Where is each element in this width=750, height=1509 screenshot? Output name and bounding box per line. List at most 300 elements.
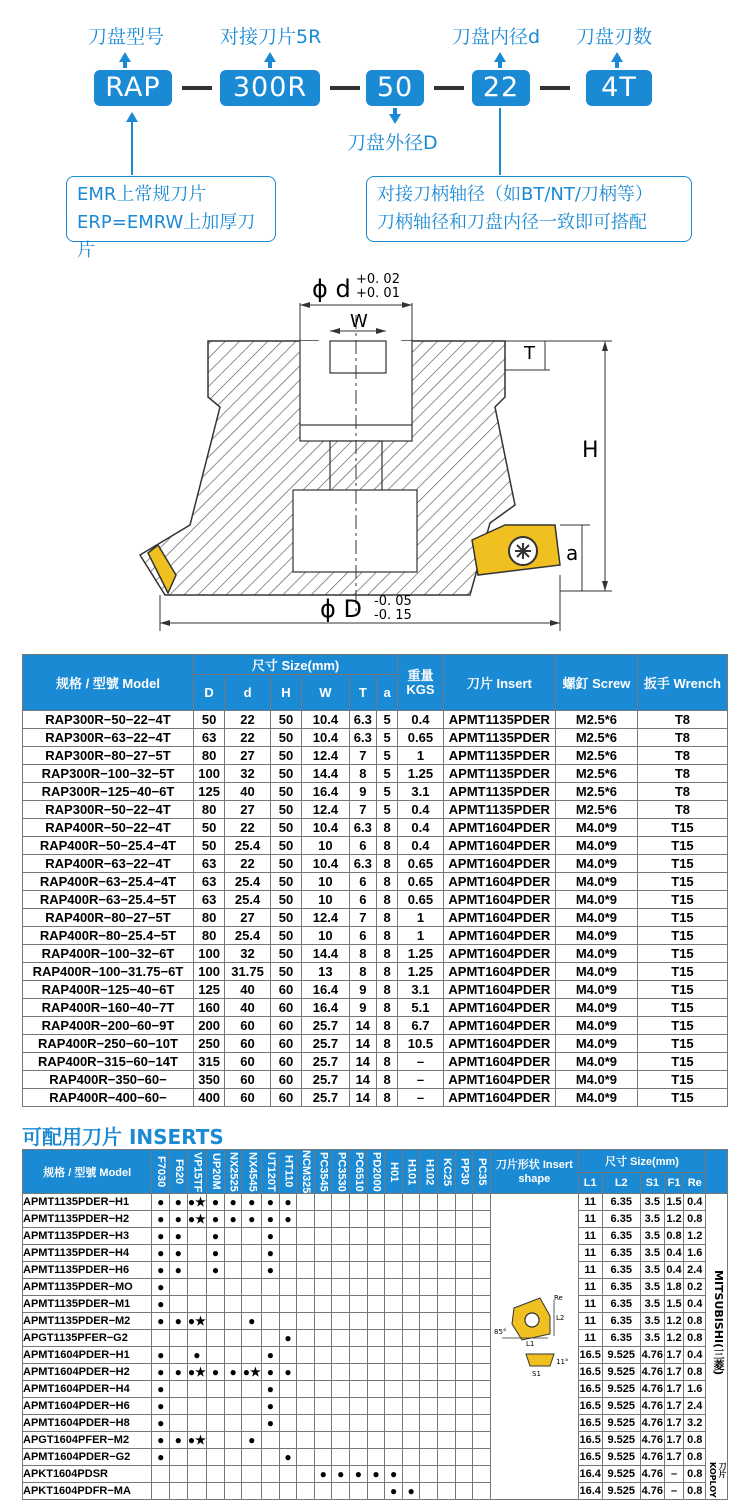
spec-cell: M2.5*6 <box>555 747 637 765</box>
spec-cell: 63 <box>193 729 224 747</box>
spec-cell: 8 <box>349 765 376 783</box>
insert-size-L1: 16.5 <box>578 1381 602 1398</box>
spec-cell: 350 <box>193 1071 224 1089</box>
grade-mark <box>350 1313 368 1330</box>
spec-cell: RAP400R−350−60− <box>23 1071 194 1089</box>
grade-mark <box>314 1313 332 1330</box>
grade-mark <box>242 1279 262 1296</box>
insert-size-S1: 4.76 <box>640 1449 664 1466</box>
spec-cell: RAP300R−63−22−4T <box>23 729 194 747</box>
grade-mark: ● <box>152 1245 170 1262</box>
label-teeth: 刀盘刃数 <box>576 26 653 48</box>
insert-size-Re: 2.4 <box>684 1398 706 1415</box>
insert-model: APMT1604PDER−H8 <box>23 1415 152 1432</box>
grade-mark: ● <box>152 1381 170 1398</box>
spec-cell: 400 <box>193 1089 224 1107</box>
grade-mark <box>473 1313 491 1330</box>
spec-row <box>23 819 728 837</box>
insert-row <box>23 1330 728 1347</box>
grade-mark: ● <box>152 1415 170 1432</box>
spec-cell: RAP400R−250−60−10T <box>23 1035 194 1053</box>
insert-size-S1: 4.76 <box>640 1415 664 1432</box>
grade-mark: ● <box>262 1262 280 1279</box>
grade-mark <box>473 1262 491 1279</box>
spec-cell: 60 <box>270 1017 301 1035</box>
grade-header: F620 <box>169 1150 187 1194</box>
grade-mark <box>438 1398 456 1415</box>
insert-size-Re: 0.8 <box>684 1211 706 1228</box>
spec-cell: M4.0*9 <box>555 927 637 945</box>
grade-mark <box>473 1330 491 1347</box>
spec-cell: 5 <box>376 783 397 801</box>
grade-mark <box>438 1279 456 1296</box>
spec-row <box>23 855 728 873</box>
spec-cell: 5.1 <box>398 999 444 1017</box>
spec-cell: 63 <box>193 855 224 873</box>
grade-mark <box>187 1228 207 1245</box>
grade-mark: ● <box>152 1194 170 1211</box>
spec-cell: 12.4 <box>302 801 350 819</box>
spec-cell: APMT1604PDER <box>443 1017 555 1035</box>
spec-cell: M2.5*6 <box>555 765 637 783</box>
grade-mark: ●★ <box>242 1365 261 1380</box>
spec-cell: T15 <box>637 1017 727 1035</box>
insert-row <box>23 1364 728 1381</box>
spec-cell: RAP300R−80−27−5T <box>23 747 194 765</box>
grade-mark <box>297 1347 315 1364</box>
spec-cell: T15 <box>637 963 727 981</box>
spec-cell: RAP300R−50−22−4T <box>23 801 194 819</box>
spec-cell: RAP400R−80−27−5T <box>23 909 194 927</box>
grade-mark <box>242 1296 262 1313</box>
grade-mark <box>152 1330 170 1347</box>
grade-header: VP15TF <box>187 1150 207 1194</box>
grade-mark <box>207 1347 225 1364</box>
spec-cell: 60 <box>270 1053 301 1071</box>
grade-mark <box>473 1415 491 1432</box>
spec-cell: 8 <box>376 819 397 837</box>
grade-mark <box>279 1228 297 1245</box>
header-H: H <box>270 675 301 711</box>
spec-cell: 5 <box>376 711 397 729</box>
spec-cell: 6.3 <box>349 711 376 729</box>
spec-cell: 6 <box>349 873 376 891</box>
spec-cell: M4.0*9 <box>555 999 637 1017</box>
spec-cell: T15 <box>637 873 727 891</box>
grade-mark <box>473 1228 491 1245</box>
insert-row <box>23 1432 728 1449</box>
insert-size-S1: 3.5 <box>640 1313 664 1330</box>
insert-size-L1: 11 <box>578 1313 602 1330</box>
insert-size-L2: 6.35 <box>602 1296 640 1313</box>
insert-row <box>23 1347 728 1364</box>
grade-mark <box>262 1296 280 1313</box>
insert-model: APMT1135PDER−H2 <box>23 1211 152 1228</box>
spec-cell: 27 <box>225 747 271 765</box>
grade-mark <box>402 1262 420 1279</box>
spec-row <box>23 927 728 945</box>
grade-mark <box>187 1296 207 1313</box>
spec-cell: 10.4 <box>302 855 350 873</box>
spec-row <box>23 873 728 891</box>
grade-mark <box>438 1432 456 1449</box>
spec-cell: 50 <box>270 945 301 963</box>
grade-mark <box>385 1262 403 1279</box>
spec-cell: APMT1604PDER <box>443 891 555 909</box>
ins-header-S1: S1 <box>640 1172 664 1194</box>
grade-mark <box>314 1415 332 1432</box>
spec-cell: M2.5*6 <box>555 801 637 819</box>
callout-line: ERP=EMRW上加厚刀片 <box>77 212 256 261</box>
grade-header: UT120T <box>262 1150 280 1194</box>
insert-size-L2: 6.35 <box>602 1313 640 1330</box>
D-dimension-label: ϕ D <box>320 595 362 623</box>
spec-cell: 8 <box>349 945 376 963</box>
grade-mark <box>297 1483 315 1500</box>
spec-cell: 16.4 <box>302 981 350 999</box>
spec-cell: 12.4 <box>302 909 350 927</box>
grade-mark <box>473 1347 491 1364</box>
grade-mark <box>402 1245 420 1262</box>
grade-mark <box>332 1279 350 1296</box>
insert-size-Re: 3.2 <box>684 1415 706 1432</box>
spec-cell: M4.0*9 <box>555 873 637 891</box>
spec-cell: 13 <box>302 963 350 981</box>
grade-mark <box>314 1228 332 1245</box>
insert-size-L2: 9.525 <box>602 1364 640 1381</box>
insert-size-Re: 0.8 <box>684 1466 706 1483</box>
grade-mark <box>385 1296 403 1313</box>
grade-mark <box>262 1432 280 1449</box>
grade-mark <box>455 1398 473 1415</box>
insert-model: APKT1604PDFR−MA <box>23 1483 152 1500</box>
ins-header-L1: L1 <box>578 1172 602 1194</box>
header-weight: 重量 KGS <box>398 655 444 711</box>
D-tolerance-bottom: -0. 15 <box>374 608 412 623</box>
grade-mark: ● <box>279 1449 297 1466</box>
spec-cell: M4.0*9 <box>555 909 637 927</box>
spec-cell: RAP300R−50−22−4T <box>23 711 194 729</box>
spec-cell: 22 <box>225 729 271 747</box>
grade-mark <box>332 1381 350 1398</box>
grade-mark <box>297 1228 315 1245</box>
insert-model: APMT1604PDER−H4 <box>23 1381 152 1398</box>
insert-size-S1: 3.5 <box>640 1194 664 1211</box>
spec-cell: 5 <box>376 747 397 765</box>
grade-mark <box>187 1262 207 1279</box>
spec-cell: T15 <box>637 1053 727 1071</box>
grade-mark <box>297 1330 315 1347</box>
grade-mark <box>455 1194 473 1211</box>
spec-cell: T15 <box>637 945 727 963</box>
grade-mark: ● <box>385 1483 403 1500</box>
header-a: a <box>376 675 397 711</box>
grade-mark <box>385 1313 403 1330</box>
insert-model: APMT1135PDER−H3 <box>23 1228 152 1245</box>
insert-size-L1: 11 <box>578 1228 602 1245</box>
spec-row <box>23 1089 728 1107</box>
grade-mark <box>350 1381 368 1398</box>
spec-cell: RAP300R−125−40−6T <box>23 783 194 801</box>
spec-cell: 1 <box>398 909 444 927</box>
spec-cell: APMT1604PDER <box>443 1089 555 1107</box>
spec-cell: 5 <box>376 801 397 819</box>
spec-cell: M4.0*9 <box>555 981 637 999</box>
grade-mark: ● <box>207 1245 225 1262</box>
insert-size-F1: 1.2 <box>664 1313 684 1330</box>
grade-mark: ● <box>152 1279 170 1296</box>
grade-mark <box>438 1466 456 1483</box>
spec-cell: 1 <box>398 747 444 765</box>
spec-cell: – <box>398 1071 444 1089</box>
spec-cell: 200 <box>193 1017 224 1035</box>
label-outer-diameter: 刀盘外径D <box>347 132 438 154</box>
grade-mark: ● <box>207 1262 225 1279</box>
insert-size-L2: 6.35 <box>602 1330 640 1347</box>
spec-cell: 50 <box>270 711 301 729</box>
insert-size-L1: 11 <box>578 1279 602 1296</box>
spec-cell: 63 <box>193 873 224 891</box>
grade-mark <box>385 1398 403 1415</box>
grade-mark <box>224 1330 242 1347</box>
spec-cell: 9 <box>349 783 376 801</box>
grade-mark: ● <box>262 1347 280 1364</box>
code-segment-inner: 22 <box>472 70 530 106</box>
grade-mark <box>420 1449 438 1466</box>
grade-mark <box>350 1194 368 1211</box>
spec-row <box>23 891 728 909</box>
header-size: 尺寸 Size(mm) <box>193 655 397 675</box>
spec-cell: 50 <box>270 819 301 837</box>
spec-row <box>23 1071 728 1089</box>
grade-mark: ● <box>152 1432 170 1449</box>
grade-mark <box>385 1228 403 1245</box>
insert-row <box>23 1449 728 1466</box>
grade-mark <box>367 1381 385 1398</box>
spec-cell: APMT1604PDER <box>443 927 555 945</box>
grade-header: PC6510 <box>350 1150 368 1194</box>
insert-size-L2: 6.35 <box>602 1279 640 1296</box>
spec-cell: 60 <box>270 1089 301 1107</box>
arrow-up-icon <box>264 52 276 62</box>
insert-model: APMT1135PDER−H1 <box>23 1194 152 1211</box>
spec-cell: RAP400R−100−32−6T <box>23 945 194 963</box>
spec-cell: 8 <box>376 945 397 963</box>
insert-size-F1: 1.7 <box>664 1347 684 1364</box>
grade-mark <box>297 1313 315 1330</box>
grade-mark <box>314 1330 332 1347</box>
grade-mark <box>279 1313 297 1330</box>
spec-cell: APMT1135PDER <box>443 765 555 783</box>
header-T: T <box>349 675 376 711</box>
spec-cell: APMT1604PDER <box>443 999 555 1017</box>
grade-mark <box>332 1415 350 1432</box>
grade-mark <box>332 1245 350 1262</box>
grade-mark <box>224 1347 242 1364</box>
insert-size-F1: 1.7 <box>664 1398 684 1415</box>
spec-cell: 14 <box>349 1089 376 1107</box>
grade-mark <box>279 1415 297 1432</box>
grade-header: NCM325 <box>297 1150 315 1194</box>
grade-mark <box>420 1296 438 1313</box>
grade-mark <box>207 1415 225 1432</box>
ins-header-model: 规格 / 型號 Model <box>23 1150 152 1194</box>
grade-mark: ● <box>224 1194 242 1211</box>
grade-mark <box>420 1483 438 1500</box>
grade-mark <box>279 1296 297 1313</box>
insert-row <box>23 1262 728 1279</box>
spec-cell: APMT1135PDER <box>443 747 555 765</box>
grade-mark <box>332 1432 350 1449</box>
insert-size-L2: 6.35 <box>602 1245 640 1262</box>
shape-label-s1: S1 <box>532 1370 541 1378</box>
header-model: 规格 / 型號 Model <box>23 655 194 711</box>
spec-cell: 25.4 <box>225 873 271 891</box>
spec-cell: 22 <box>225 711 271 729</box>
grade-mark: ● <box>262 1245 280 1262</box>
insert-row <box>23 1415 728 1432</box>
spec-cell: T15 <box>637 1035 727 1053</box>
spec-cell: RAP400R−400−60− <box>23 1089 194 1107</box>
spec-cell: M4.0*9 <box>555 945 637 963</box>
spec-cell: 22 <box>225 855 271 873</box>
spec-cell: M4.0*9 <box>555 1035 637 1053</box>
spec-cell: 14 <box>349 1035 376 1053</box>
grade-mark <box>207 1449 225 1466</box>
code-segment-insert: 300R <box>220 70 320 106</box>
grade-mark <box>297 1449 315 1466</box>
grade-mark <box>350 1211 368 1228</box>
insert-size-L1: 11 <box>578 1245 602 1262</box>
grade-mark <box>455 1381 473 1398</box>
insert-model: APMT1604PDER−H2 <box>23 1364 152 1381</box>
spec-cell: 25.4 <box>225 837 271 855</box>
spec-cell: 50 <box>270 891 301 909</box>
insert-row <box>23 1279 728 1296</box>
spec-row <box>23 783 728 801</box>
inserts-title: 可配用刀片 INSERTS <box>22 1125 224 1149</box>
grade-mark <box>169 1449 187 1466</box>
spec-cell: 5 <box>376 729 397 747</box>
grade-mark <box>207 1330 225 1347</box>
spec-cell: T15 <box>637 837 727 855</box>
spec-cell: 7 <box>349 801 376 819</box>
insert-size-L1: 11 <box>578 1211 602 1228</box>
spec-cell: 5 <box>376 765 397 783</box>
grade-header: PC3530 <box>332 1150 350 1194</box>
grade-mark <box>224 1296 242 1313</box>
grade-mark <box>455 1449 473 1466</box>
insert-size-F1: – <box>664 1483 684 1500</box>
grade-mark <box>314 1296 332 1313</box>
grade-mark <box>402 1330 420 1347</box>
ins-header-L2: L2 <box>602 1172 640 1194</box>
insert-size-L2: 9.525 <box>602 1381 640 1398</box>
grade-mark <box>420 1194 438 1211</box>
spec-cell: M4.0*9 <box>555 1053 637 1071</box>
spec-cell: 60 <box>225 1089 271 1107</box>
arrow-up-icon <box>494 52 506 62</box>
grade-header: PC3545 <box>314 1150 332 1194</box>
grade-mark <box>314 1398 332 1415</box>
spec-row <box>23 1053 728 1071</box>
spec-cell: 10.5 <box>398 1035 444 1053</box>
grade-mark <box>473 1296 491 1313</box>
ins-header-size: 尺寸 Size(mm) <box>578 1150 705 1173</box>
spec-cell: 8 <box>376 1071 397 1089</box>
grade-mark <box>262 1483 280 1500</box>
insert-size-L1: 16.5 <box>578 1415 602 1432</box>
spec-row <box>23 1035 728 1053</box>
grade-mark <box>402 1449 420 1466</box>
grade-mark <box>385 1364 403 1381</box>
insert-size-L1: 16.4 <box>578 1483 602 1500</box>
code-segment-outer: 50 <box>366 70 424 106</box>
spec-cell: T15 <box>637 909 727 927</box>
ins-header-F1: F1 <box>664 1172 684 1194</box>
code-dash <box>182 86 212 90</box>
spec-cell: 8 <box>376 1089 397 1107</box>
spec-cell: RAP400R−63−25.4−5T <box>23 891 194 909</box>
grade-mark <box>332 1194 350 1211</box>
grade-mark: ● <box>169 1262 187 1279</box>
grade-mark <box>455 1415 473 1432</box>
spec-cell: APMT1135PDER <box>443 783 555 801</box>
spec-cell: 25.7 <box>302 1053 350 1071</box>
spec-cell: 10 <box>302 837 350 855</box>
grade-mark <box>224 1262 242 1279</box>
spec-cell: 7 <box>349 909 376 927</box>
insert-model: APKT1604PDSR <box>23 1466 152 1483</box>
grade-mark <box>473 1245 491 1262</box>
grade-mark <box>297 1432 315 1449</box>
grade-mark <box>367 1211 385 1228</box>
spec-cell: 50 <box>270 747 301 765</box>
insert-size-L2: 9.525 <box>602 1347 640 1364</box>
grade-mark <box>385 1381 403 1398</box>
grade-mark: ● <box>367 1466 385 1483</box>
spec-cell: 60 <box>270 999 301 1017</box>
insert-size-L2: 9.525 <box>602 1449 640 1466</box>
cutter-drawing <box>0 255 750 645</box>
grade-mark <box>242 1381 262 1398</box>
grade-mark <box>279 1466 297 1483</box>
grade-mark <box>402 1194 420 1211</box>
grade-mark: ● <box>332 1466 350 1483</box>
grade-mark <box>367 1347 385 1364</box>
spec-cell: RAP300R−100−32−5T <box>23 765 194 783</box>
insert-size-L2: 9.525 <box>602 1415 640 1432</box>
grade-mark <box>385 1449 403 1466</box>
grade-mark <box>279 1347 297 1364</box>
grade-mark <box>367 1364 385 1381</box>
grade-mark <box>224 1466 242 1483</box>
grade-mark <box>350 1262 368 1279</box>
insert-model: APGT1604PFER−M2 <box>23 1432 152 1449</box>
grade-mark <box>224 1415 242 1432</box>
brand-mitsubishi: MITSUBISHI(三菱) <box>712 1270 725 1376</box>
grade-mark <box>242 1262 262 1279</box>
insert-size-S1: 4.76 <box>640 1364 664 1381</box>
grade-mark: ● <box>262 1415 280 1432</box>
brand-koploy: 刀片 KOPLOY <box>708 1462 727 1498</box>
grade-mark <box>224 1313 242 1330</box>
spec-cell: APMT1604PDER <box>443 1053 555 1071</box>
grade-mark <box>455 1211 473 1228</box>
grade-mark <box>350 1279 368 1296</box>
grade-header: PD2000 <box>367 1150 385 1194</box>
grade-mark <box>332 1330 350 1347</box>
